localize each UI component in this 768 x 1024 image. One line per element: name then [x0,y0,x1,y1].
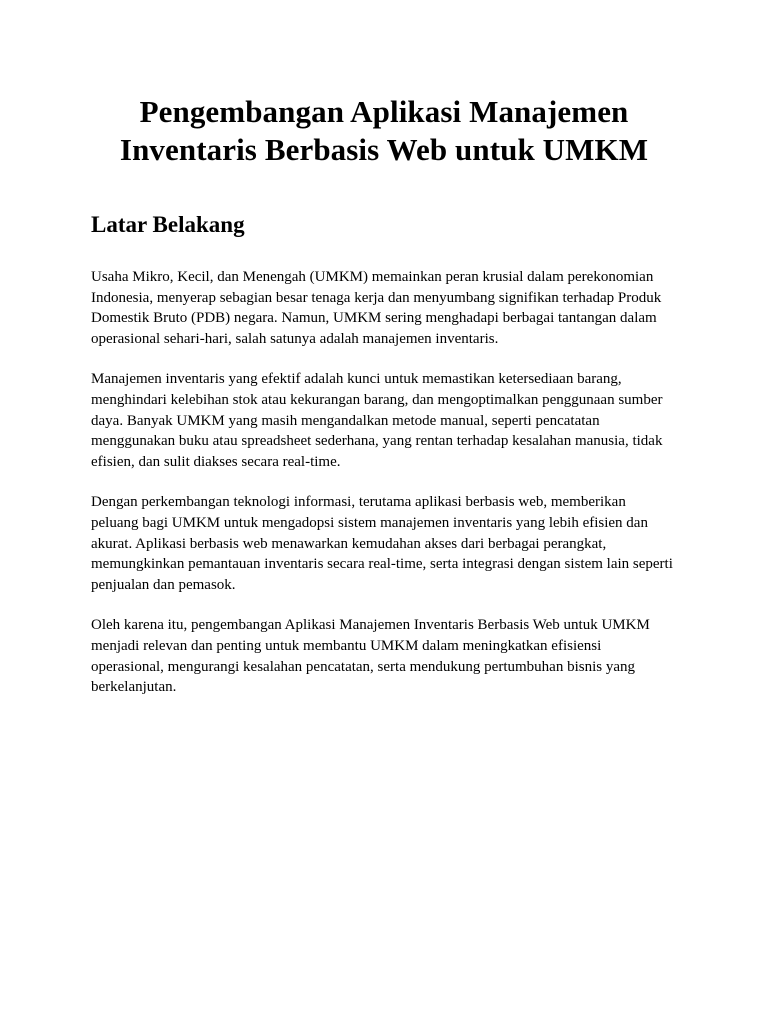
section-heading: Latar Belakang [91,212,245,237]
paragraph-3: Dengan perkembangan teknologi informasi, terutama aplikasi berbasis web, memberikan peluang bagi UMKM untuk mengadopsi sistem manajemen inventaris yang lebih efisien dan akurat. Aplikasi berbasis web menawarkan kemudahan akses dari berbagai perangkat, memungkinkan pemantauan inventaris secara real-time, serta integrasi dengan sistem lain seperti penjualan dan pemasok. [91,494,673,593]
paragraph-2: Manajemen inventaris yang efektif adalah kunci untuk memastikan ketersediaan barang, menghindari kelebihan stok atau kekurangan barang, dan mengoptimalkan penggunaan sumber daya. Banyak UMKM yang masih mengandalkan metode manual, seperti pencatatan menggunakan buku atau spreadsheet sederhana, yang rentan terhadap kesalahan manusia, tidak efisien, dan sulit diakses secara real-time. [91,371,663,470]
paragraph-4: Oleh karena itu, pengembangan Aplikasi Manajemen Inventaris Berbasis Web untuk UMKM menjadi relevan dan penting untuk membantu UMKM dalam meningkatkan efisiensi operasional, mengurangi kesalahan pencatatan, serta mendukung pertumbuhan bisnis yang berkelanjutan. [91,617,650,696]
document-title: Pengembangan Aplikasi Manajemen Inventaris Berbasis Web untuk UMKM [119,94,649,167]
paragraph-1: Usaha Mikro, Kecil, dan Menengah (UMKM) memainkan peran krusial dalam perekonomian Indonesia, menyerap sebagian besar tenaga kerja dan menyumbang signifikan terhadap Produk Domestik Bruto (PDB) negara. Namun, UMKM sering menghadapi berbagai tantangan dalam operasional sehari-hari, salah satunya adalah manajemen inventaris. [91,269,662,347]
body-text [91,267,677,698]
